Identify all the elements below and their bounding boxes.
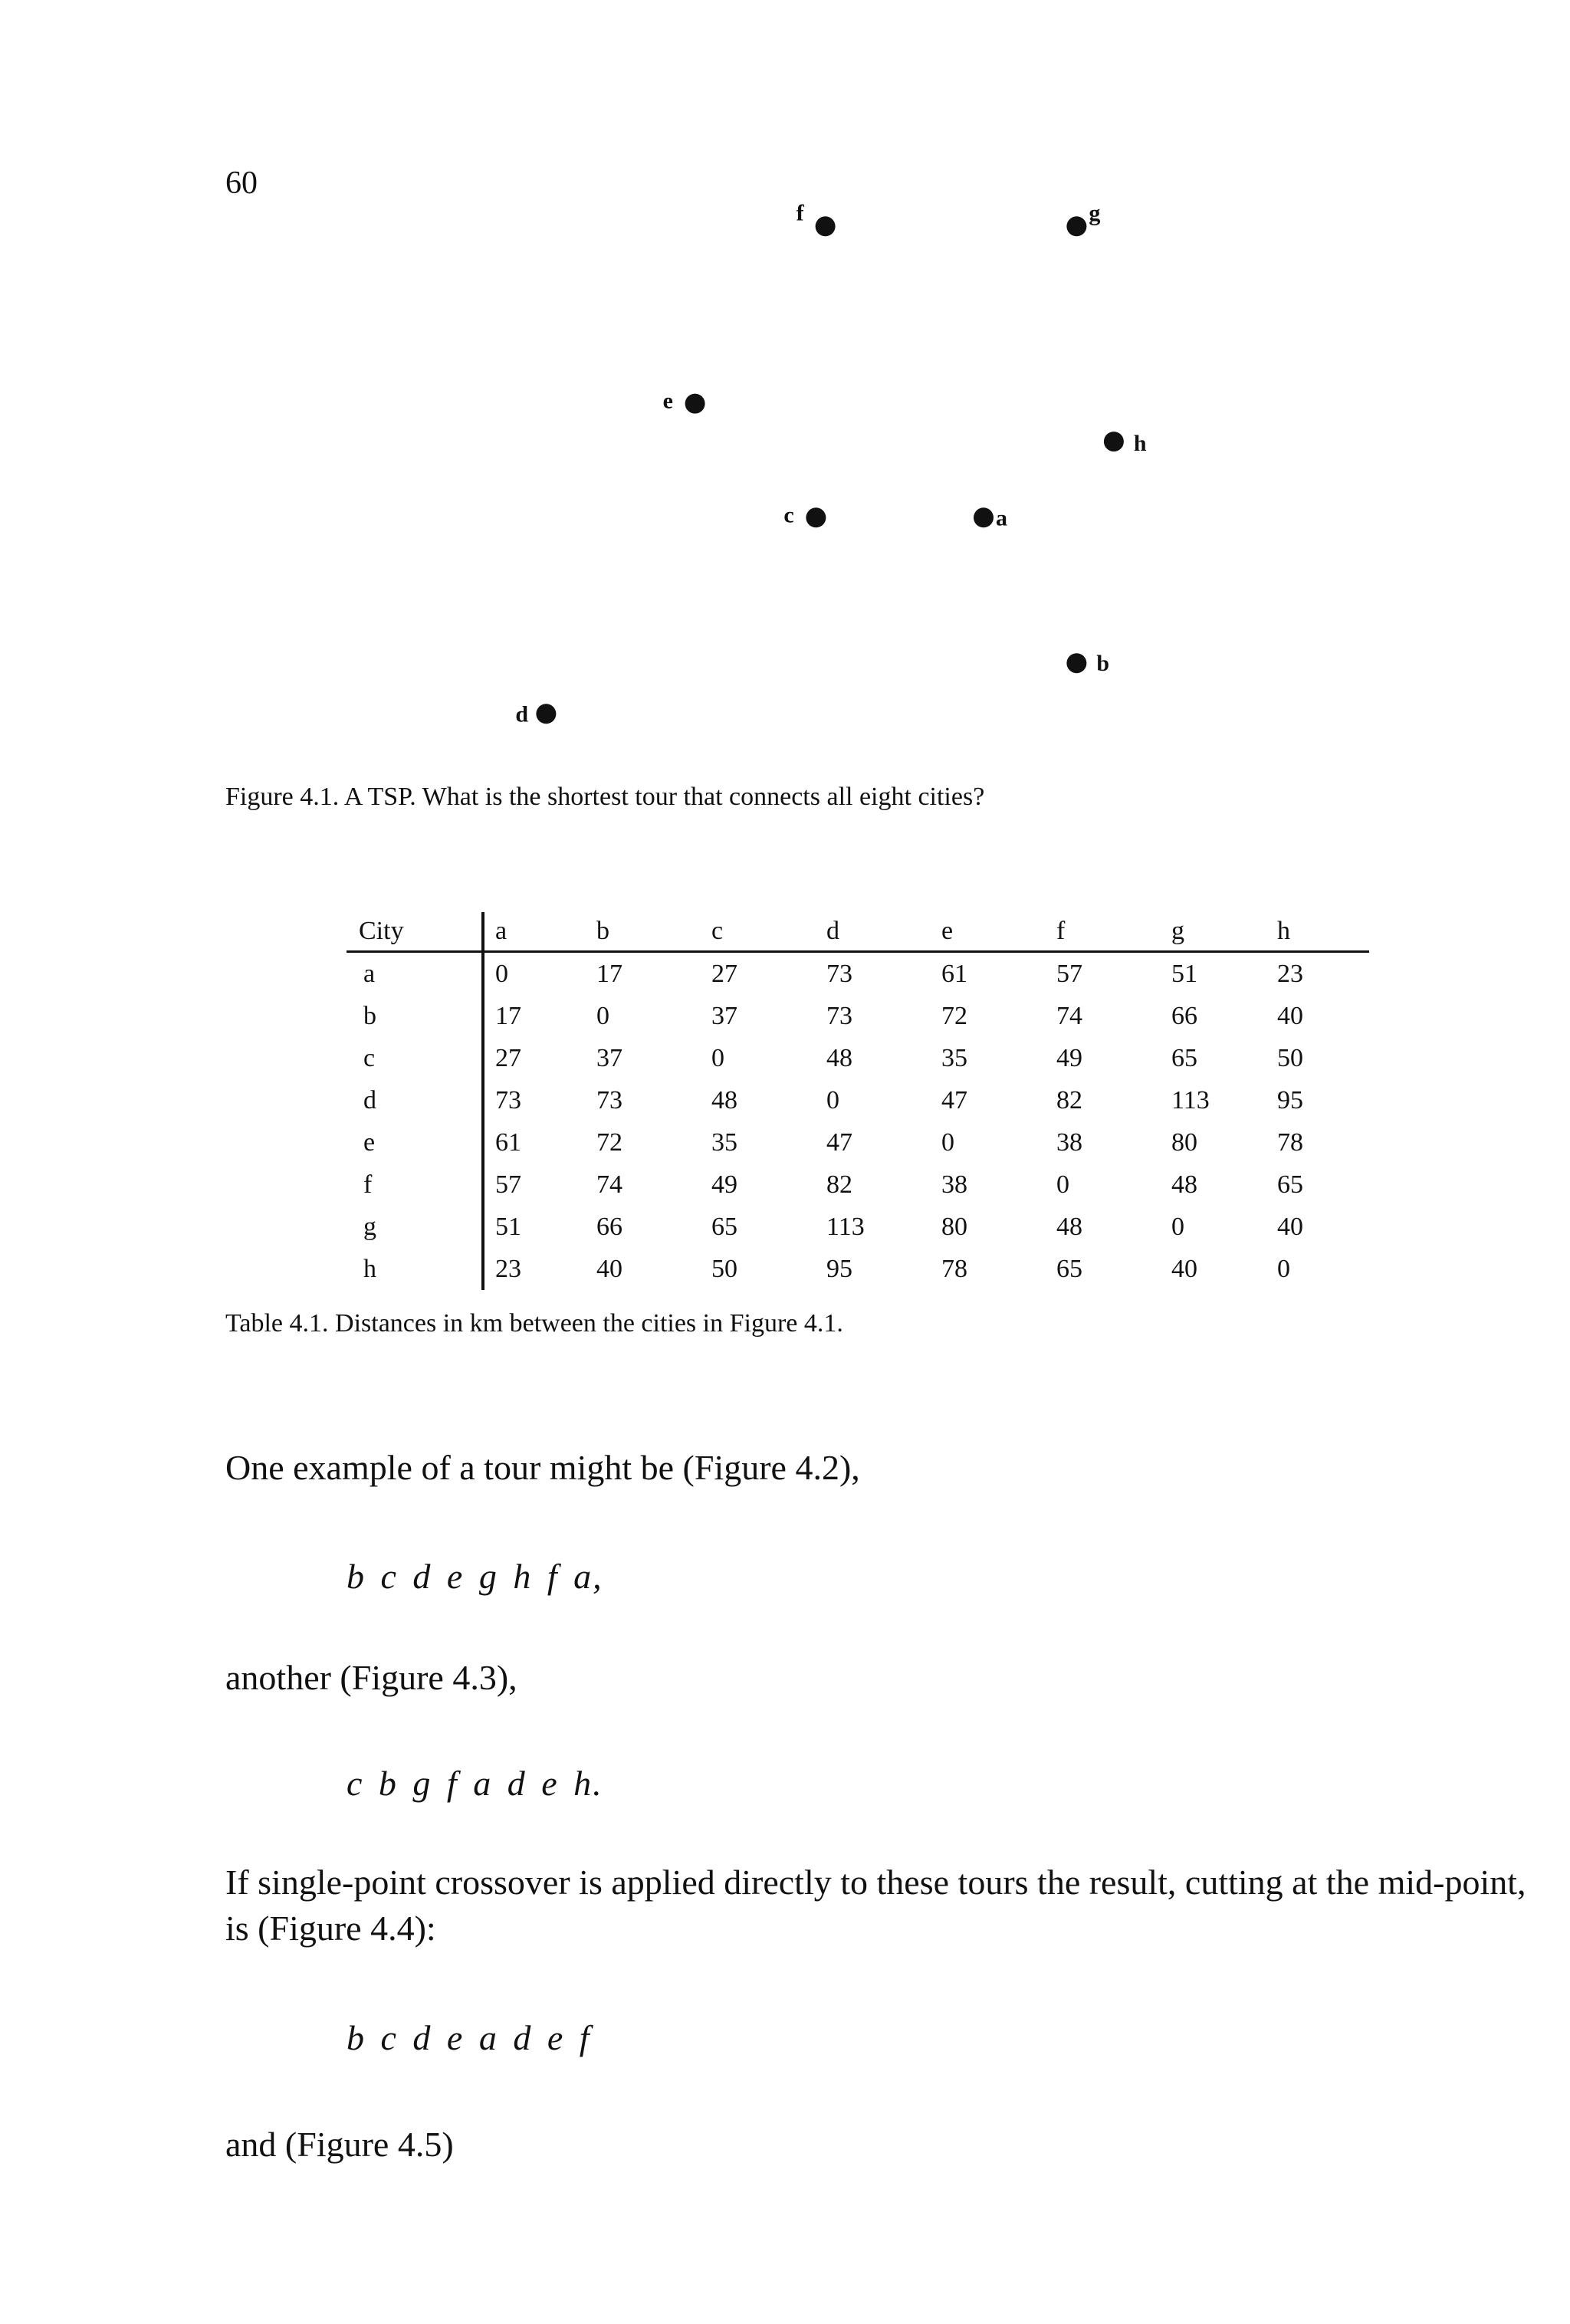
table-cell: 72 — [596, 1128, 622, 1157]
paragraph-3: If single-point crossover is applied directly to these tours the result, cutting at the mid-point, is (Figure 4.4): — [225, 1863, 1526, 1948]
city-point-f — [816, 216, 836, 236]
table-cell: 35 — [711, 1128, 737, 1157]
table-caption: Table 4.1. Distances in km between the cities in Figure 4.1. — [225, 1309, 843, 1338]
row-city: g — [363, 1212, 376, 1241]
table-cell: 0 — [711, 1043, 724, 1072]
table-cell: 47 — [941, 1085, 967, 1114]
table-cell: 113 — [1171, 1085, 1210, 1114]
table-row — [347, 952, 1369, 996]
table-cell: 50 — [711, 1254, 737, 1283]
table-cell: 73 — [826, 1001, 852, 1030]
page-number: 60 — [225, 166, 258, 201]
table-cell: 40 — [1171, 1254, 1197, 1283]
table-cell: 95 — [1277, 1085, 1303, 1114]
table-header-col: a — [483, 912, 596, 952]
table-cell: 72 — [941, 1001, 967, 1030]
row-city: d — [363, 1085, 376, 1114]
table-cell: 66 — [1171, 1001, 1197, 1030]
table-header-col: f — [1056, 912, 1171, 952]
table-cell: 0 — [941, 1128, 954, 1157]
table-row — [347, 1164, 1369, 1206]
table-cell: 50 — [1277, 1043, 1303, 1072]
table-cell: 38 — [941, 1170, 967, 1199]
table-cell: 61 — [483, 1121, 596, 1164]
table-row — [347, 1079, 1369, 1121]
table-row — [347, 1121, 1369, 1164]
row-city: b — [363, 1001, 376, 1030]
table-cell: 51 — [483, 1206, 596, 1248]
table-cell: 61 — [941, 959, 967, 988]
table-cell: 95 — [826, 1254, 852, 1283]
city-point-e — [685, 394, 705, 414]
table-cell: 74 — [1056, 1001, 1082, 1030]
distance-table — [347, 912, 1369, 1290]
table-header-col: g — [1171, 912, 1277, 952]
table-cell: 48 — [1171, 1170, 1197, 1199]
figure-caption: Figure 4.1. A TSP. What is the shortest tour that connects all eight cities? — [225, 783, 985, 811]
table-cell: 65 — [1171, 1043, 1197, 1072]
table-cell: 57 — [483, 1164, 596, 1206]
table-row — [347, 1248, 1369, 1290]
table-header-col: d — [826, 912, 941, 952]
table-cell: 73 — [483, 1079, 596, 1121]
table-cell: 65 — [711, 1212, 737, 1241]
city-label-a: a — [996, 505, 1007, 531]
table-cell: 65 — [1056, 1254, 1082, 1283]
table-cell: 82 — [1056, 1085, 1082, 1114]
city-point-a — [974, 507, 994, 527]
row-city: f — [363, 1170, 373, 1199]
table-cell: 0 — [596, 1001, 609, 1030]
table-cell: 17 — [596, 959, 622, 988]
city-point-d — [536, 704, 556, 724]
table-cell: 23 — [1277, 959, 1303, 988]
table-header-row — [347, 912, 1369, 952]
table-cell: 35 — [941, 1043, 967, 1072]
tour-2: c b g f a d e h. — [347, 1764, 603, 1803]
table-cell: 40 — [596, 1254, 622, 1283]
row-city: h — [363, 1254, 376, 1283]
table-cell: 0 — [1277, 1254, 1290, 1283]
city-label-b: b — [1096, 651, 1110, 677]
table-cell: 49 — [1056, 1043, 1082, 1072]
table-cell: 78 — [941, 1254, 967, 1283]
table-cell: 27 — [483, 1037, 596, 1079]
tour-3: b c d e a d e f — [347, 2018, 591, 2057]
table-cell: 48 — [711, 1085, 737, 1114]
city-label-f: f — [796, 200, 804, 226]
city-label-e: e — [662, 388, 673, 414]
table-cell: 57 — [1056, 959, 1082, 988]
table-cell: 82 — [826, 1170, 852, 1199]
table-row — [347, 1037, 1369, 1079]
table-cell: 48 — [826, 1043, 852, 1072]
table-cell: 80 — [941, 1212, 967, 1241]
table-cell: 74 — [596, 1170, 622, 1199]
city-point-g — [1066, 216, 1086, 236]
table-cell: 73 — [826, 959, 852, 988]
table-cell: 27 — [711, 959, 737, 988]
paragraph-2: another (Figure 4.3), — [225, 1658, 517, 1697]
table-cell: 0 — [826, 1085, 839, 1114]
city-point-h — [1104, 432, 1124, 451]
table-cell: 48 — [1056, 1212, 1082, 1241]
table-header-col: e — [941, 912, 1056, 952]
table-cell: 38 — [1056, 1128, 1082, 1157]
table-row — [347, 1206, 1369, 1248]
table-cell: 113 — [826, 1212, 865, 1241]
table-header-col: b — [596, 912, 711, 952]
city-point-b — [1066, 653, 1086, 673]
city-label-h: h — [1133, 431, 1147, 457]
table-header-col: h — [1277, 912, 1369, 952]
city-point-c — [806, 507, 826, 527]
table-cell: 17 — [483, 995, 596, 1037]
table-cell: 0 — [1056, 1170, 1069, 1199]
city-label-c: c — [783, 502, 794, 528]
cities-layer — [515, 200, 1147, 727]
table-cell: 37 — [711, 1001, 737, 1030]
city-label-d: d — [515, 701, 529, 727]
table-cell: 47 — [826, 1128, 852, 1157]
table-cell: 51 — [1171, 959, 1197, 988]
table-cell: 80 — [1171, 1128, 1197, 1157]
table-cell: 65 — [1277, 1170, 1303, 1199]
tsp-city-map — [0, 0, 1570, 812]
table-header-city: City — [347, 912, 483, 952]
table-cell: 78 — [1277, 1128, 1303, 1157]
row-city: a — [363, 959, 376, 988]
row-city: c — [363, 1043, 376, 1072]
row-city: e — [363, 1128, 376, 1157]
table-cell: 37 — [596, 1043, 622, 1072]
table-cell: 66 — [596, 1212, 622, 1241]
table-cell: 0 — [1171, 1212, 1184, 1241]
table-cell: 23 — [483, 1248, 596, 1290]
table-header-col: c — [711, 912, 826, 952]
city-label-g: g — [1089, 200, 1101, 226]
table-cell: 0 — [483, 952, 596, 996]
tour-1: b c d e g h f a, — [347, 1557, 603, 1596]
table-cell: 40 — [1277, 1212, 1303, 1241]
table-cell: 49 — [711, 1170, 737, 1199]
paragraph-1: One example of a tour might be (Figure 4.2), — [225, 1448, 860, 1487]
paragraph-4: and (Figure 4.5) — [225, 2125, 454, 2164]
table-cell: 40 — [1277, 1001, 1303, 1030]
table-row — [347, 995, 1369, 1037]
table-cell: 73 — [596, 1085, 622, 1114]
